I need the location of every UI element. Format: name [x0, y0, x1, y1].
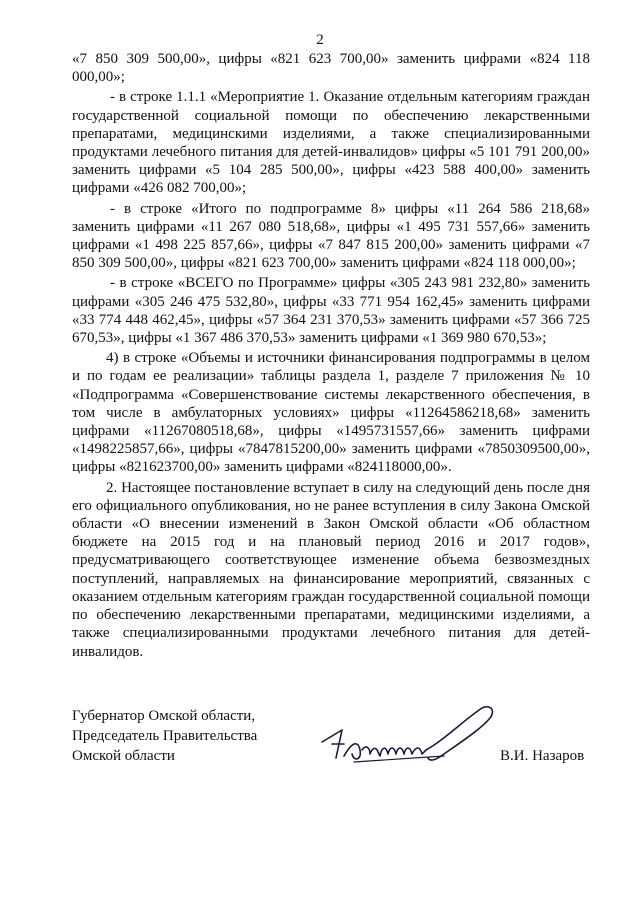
signatory-position-line: Председатель Правительства	[72, 728, 258, 744]
document-body	[72, 50, 590, 661]
paragraph-total-program: - в строке «ВСЕГО по Программе» цифры «305 243 981 232,80» заменить цифрами «305 246 475 532,80», цифры «33 771 954 162,45» заменить цифрами «33 774 448 462,45», цифры «57 364 231 370,53» заменить цифрами «57 366 725 670,53», цифры «1 367 486 370,53» заменить цифрами «1 369 980 670,53»;	[72, 275, 590, 347]
paragraph-continuation: «7 850 309 500,00», цифры «821 623 700,00» заменить цифрами «824 118 000,00»;	[72, 51, 590, 86]
signatory-name: В.И. Назаров	[500, 748, 585, 764]
handwritten-signature	[314, 700, 504, 780]
signatory-position-line: Губернатор Омской области,	[72, 708, 256, 724]
signatory-position	[72, 706, 257, 766]
paragraph-item-4: 4) в строке «Объемы и источники финансирования подпрограммы в целом и по годам ее реализации» таблицы раздела 1, разделе 7 приложения № 10 «Подпрограмма «Совершенствование системы лекарственного обеспечения, в том числе в амбулаторных условиях» цифры «11264586218,68» заменить цифрами «11267080518,68», цифры «1495731557,66» заменить цифрами «1498225857,66», цифры «7847815200,00» заменить цифрами «7850309500,00», цифры «821623700,00» заменить цифрами «824118000,00».	[72, 350, 590, 476]
paragraph-item-1-1-1: - в строке 1.1.1 «Мероприятие 1. Оказание отдельным категориям граждан государственной социальной помощи по обеспечению лекарственными препаратами, медицинскими изделиями, а также специализированными продуктами лечебного питания для детей-инвалидов» цифры «5 101 791 200,00» заменить цифрами «5 104 285 500,00», цифры «423 588 400,00» заменить цифрами «426 082 700,00»;	[72, 89, 590, 197]
page-number: 2	[316, 32, 324, 48]
paragraph-total-subprogram-8: - в строке «Итого по подпрограмме 8» цифры «11 264 586 218,68» заменить цифрами «11 267 080 518,68», цифры «1 495 731 557,66» заменить цифрами «1 498 225 857,66», цифры «7 847 815 200,00» заменить цифрами «7 850 309 500,00», цифры «821 623 700,00» заменить цифрами «824 118 000,00»;	[72, 200, 590, 272]
signatory-position-line: Омской области	[72, 748, 175, 764]
paragraph-entry-into-force: 2. Настоящее постановление вступает в силу на следующий день после дня его официального опубликования, но не ранее вступления в силу Закона Омской области «О внесении изменений в Закон Омской области «Об областном бюджете на 2015 год и на плановый период 2016 и 2017 годов», предусматривающего соответствующее изменение объема безвозмездных поступлений, направляемых на финансирование мероприятий, связанных с оказанием отдельным категориям граждан государственной социальной помощи по обеспечению лекарственными препаратами, медицинскими изделиями, а также специализированными продуктами лечебного питания для детей-инвалидов.	[72, 479, 590, 660]
